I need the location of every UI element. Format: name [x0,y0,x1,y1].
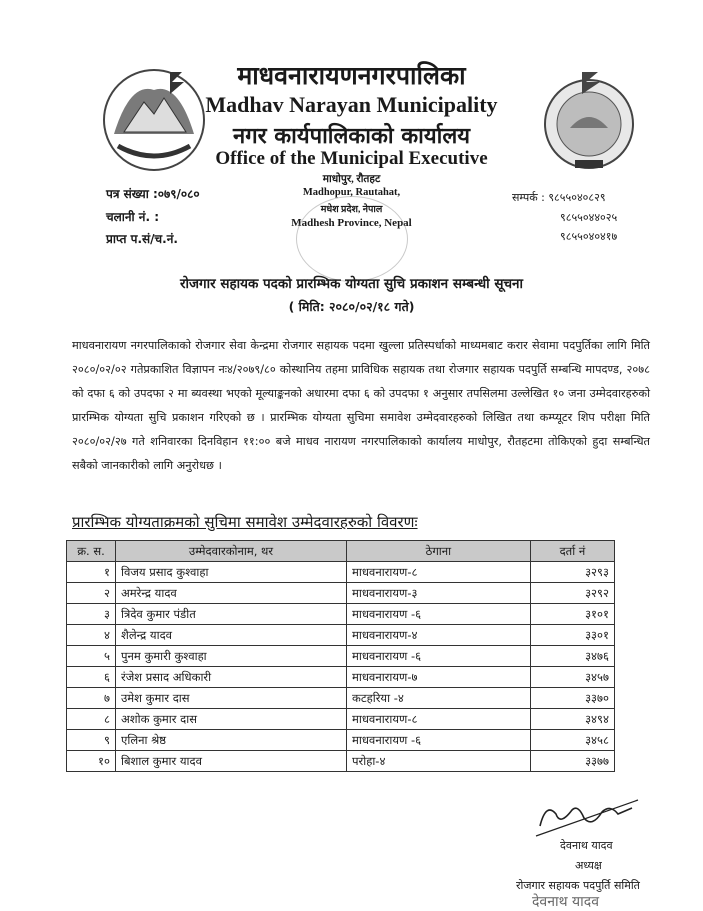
registration-number: ३२९२ [530,583,614,604]
row-serial: ३ [67,604,116,625]
candidate-address: कटहरिया -४ [347,688,531,709]
contact-phone-3: ९८५५०४०४१७ [560,230,618,243]
row-serial: ८ [67,709,116,730]
candidate-address: माधवनारायण -६ [347,646,531,667]
candidate-name: शैलेन्द्र यादव [116,625,347,646]
received-number: प्राप्त प.सं/च.नं. [106,232,178,246]
candidate-address: माधवनारायण-३ [347,583,531,604]
candidate-address: परोहा-४ [347,751,531,772]
dispatch-number: चलानी नं. : [106,210,160,224]
registration-number: ३४९४ [530,709,614,730]
table-row [67,667,615,688]
row-serial: २ [67,583,116,604]
address-nepali: माधोपुर, रौतहट [322,174,381,185]
table-header-row [67,541,615,562]
candidate-address: माधवनारायण -६ [347,604,531,625]
candidate-name: पुनम कुमारी कुश्वाहा [116,646,347,667]
candidate-address: माधवनारायण-८ [347,562,531,583]
candidate-name: बिशाल कुमार यादव [116,751,347,772]
office-subtitle-english: Office of the Municipal Executive [215,148,488,169]
registration-number: ३४५७ [530,667,614,688]
name-stamp: देवनाथ यादव [532,894,599,910]
candidate-name: रंजेश प्रसाद अधिकारी [116,667,347,688]
registration-number: ३१०१ [530,604,614,625]
candidate-name: विजय प्रसाद कुश्वाहा [116,562,347,583]
table-row [67,751,615,772]
signatory-role: अध्यक्ष [575,859,602,872]
contact-phone-2: ९८५५०४४०२५ [560,211,618,224]
candidate-name: एलिना श्रेष्ठ [116,730,347,751]
notice-body: माधवनारायण नगरपालिकाको रोजगार सेवा केन्द्रमा रोजगार सहायक पदमा खुल्ला प्रतिस्पर्धाको माध्यमबाट करार सेवामा पदपुर्तिका लागि मिति २०८०/०२/०२ गतेप्रकाशित विज्ञापन नः४/२०७९/८० कोस्थानिय तहमा प्राविधिक सहायक तथा रोजगार सहायक पदपुर्ति सम्बन्धि मापदण्ड, २०७८ को दफा ६ को उपदफा २ मा ब्यवस्था भएको मूल्याङ्कनको अधारमा दफा ६ को उपदफा १ अनुसार तपसिलमा उल्लेखित १० जना उम्मेदवारहरुको प्रारम्भिक योग्यता सुचि प्रकाशन गरिएको छ । प्रारम्भिक योग्यता सुचिमा समावेश उम्मेदवारहरुको लिखित तथा कम्प्यूटर शिप परीक्षा मिति २०८०/०२/२७ गते शनिवारका दिनविहान ११:०० बजे माधव नारायण नगरपालिकाको कार्यालय माधोपुर, रौतहटमा तोकिएको हुदा सम्बन्धित सबैको जानकारीको लागि अनुरोधछ । [72,339,650,472]
reference-number: पत्र संख्या :०७९/०८० [106,187,200,201]
committee-name: रोजगार सहायक पदपुर्ति समिति [516,879,640,892]
candidate-name: अमरेन्द्र यादव [116,583,347,604]
contact-phone-1: सम्पर्क : ९८५५०४०८२९ [512,191,606,204]
handwritten-signature [532,796,642,842]
candidate-address: माधवनारायण-७ [347,667,531,688]
table-row [67,646,615,667]
table-row [67,583,615,604]
registration-number: ३३०१ [530,625,614,646]
province-english: Madhesh Province, Nepal [291,217,412,229]
signatory-name: देवनाथ यादव [560,839,613,852]
row-serial: ५ [67,646,116,667]
candidate-table [66,540,615,772]
province-nepali: मधेश प्रदेश, नेपाल [320,205,383,215]
row-serial: ७ [67,688,116,709]
candidate-name: अशोक कुमार दास [116,709,347,730]
row-serial: १० [67,751,116,772]
candidate-name: उमेश कुमार दास [116,688,347,709]
candidate-address: माधवनारायण-४ [347,625,531,646]
registration-number: ३३७० [530,688,614,709]
candidate-address: माधवनारायण -६ [347,730,531,751]
candidate-address: माधवनारायण-८ [347,709,531,730]
table-row [67,688,615,709]
office-title-english: Madhav Narayan Municipality [205,92,498,117]
registration-number: ३२९३ [530,562,614,583]
column-header: दर्ता नं [530,541,614,562]
notice-date: ( मिति: २०८०/०२/१८ गते) [288,299,415,314]
table-row [67,730,615,751]
column-header: उम्मेदवारकोनाम, थर [116,541,347,562]
registration-number: ३४७६ [530,646,614,667]
column-header: ठेगाना [347,541,531,562]
candidate-name: त्रिदेव कुमार पंडीत [116,604,347,625]
office-stamp [296,196,408,282]
office-title-nepali: माधवनारायणनगरपालिका [237,61,466,90]
row-serial: ९ [67,730,116,751]
table-row [67,709,615,730]
row-serial: १ [67,562,116,583]
registration-number: ३४५८ [530,730,614,751]
notice-heading: रोजगार सहायक पदको प्रारम्भिक योग्यता सुचि प्रकाशन सम्बन्धी सूचना [179,276,524,292]
column-header: क्र. स. [67,541,116,562]
registration-number: ३३७७ [530,751,614,772]
row-serial: ४ [67,625,116,646]
address-english: Madhopur, Rautahat, [302,187,401,198]
office-subtitle-nepali: नगर कार्यपालिकाको कार्यालय [233,123,470,149]
candidate-list-heading: प्रारम्भिक योग्यताक्रमको सुचिमा समावेश उम्मेदवारहरुको विवरणः [72,513,418,531]
row-serial: ६ [67,667,116,688]
table-row [67,625,615,646]
table-row [67,604,615,625]
table-row [67,562,615,583]
